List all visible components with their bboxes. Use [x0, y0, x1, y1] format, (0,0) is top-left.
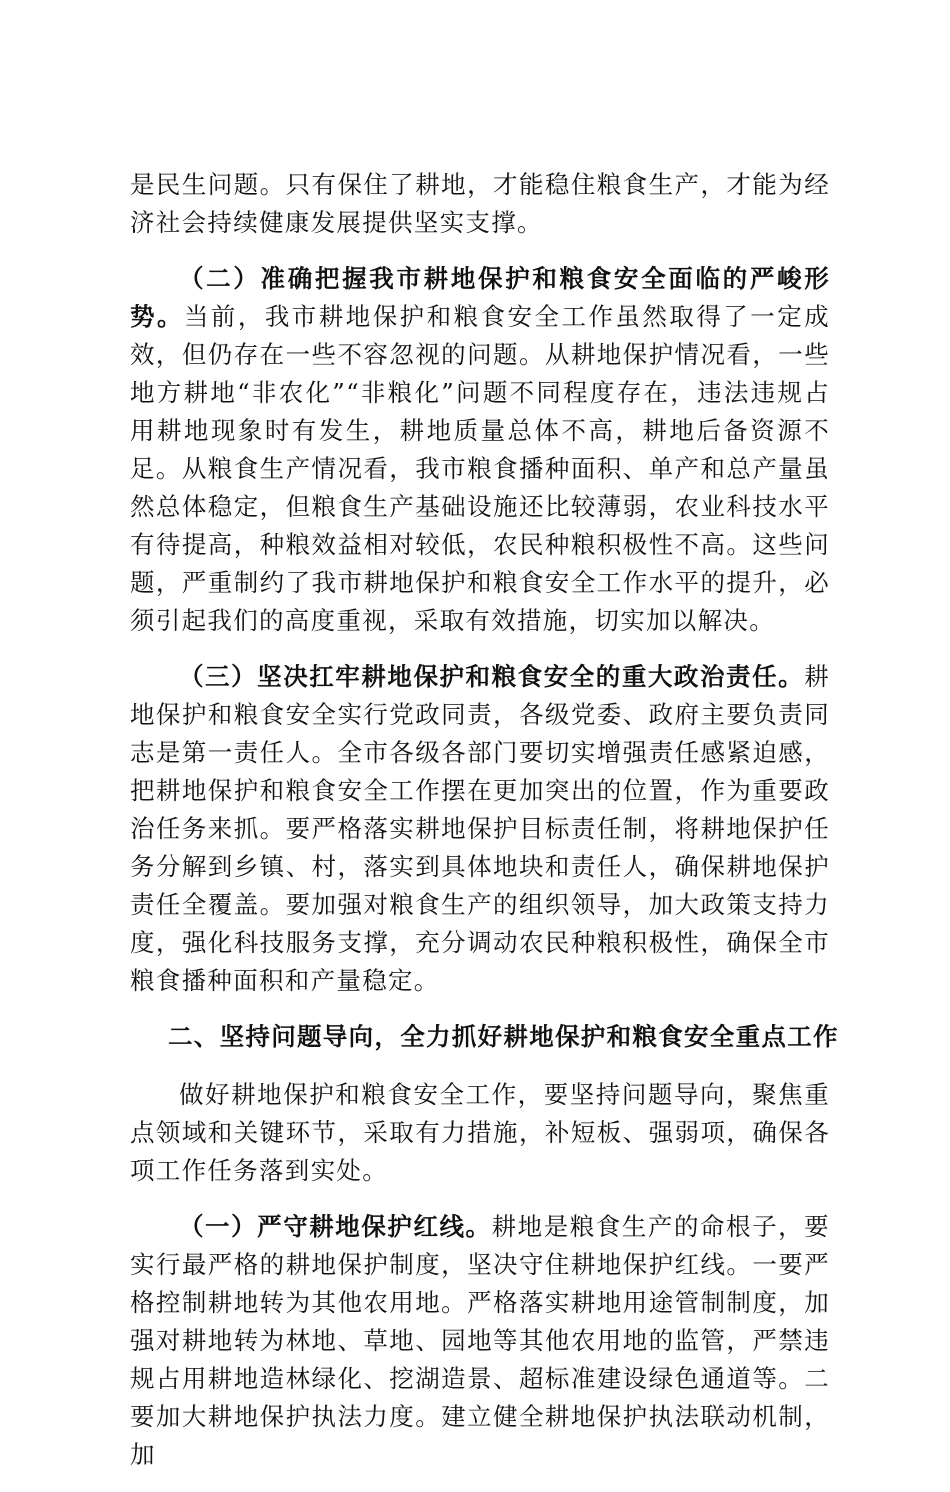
subsection-title: （三）坚决扛牢耕地保护和粮食安全的重大政治责任。 [179, 662, 805, 691]
subsection-title: （二）准确把握我市耕地保护和粮食安全面临的严峻形势。 [130, 264, 830, 331]
paragraph-continuation [130, 166, 830, 242]
paragraph-section-3 [130, 658, 830, 1000]
paragraph-text: 是民生问题。只有保住了耕地，才能稳住粮食生产，才能为经济社会持续健康发展提供坚实支撑。 [130, 170, 830, 237]
paragraph-item-1 [130, 1208, 830, 1474]
paragraph-text: 当前，我市耕地保护和粮食安全工作虽然取得了一定成效，但仍存在一些不容忽视的问题。从耕地保护情况看，一些地方耕地“非农化”“非粮化”问题不同程度存在，违法违规占用耕地现象时有发生，耕地质量总体不高，耕地后备资源不足。从粮食生产情况看，我市粮食播种面积、单产和总产量虽然总体稳定，但粮食生产基础设施还比较薄弱，农业科技水平有待提高，种粮效益相对较低，农民种粮积极性不高。这些问题，严重制约了我市耕地保护和粮食安全工作水平的提升，必须引起我们的高度重视，采取有效措施，切实加以解决。 [130, 302, 830, 635]
paragraph-text: 做好耕地保护和粮食安全工作，要坚持问题导向，聚焦重点领域和关键环节，采取有力措施，补短板、强弱项，确保各项工作任务落到实处。 [130, 1080, 830, 1185]
paragraph-text: 耕地是粮食生产的命根子，要实行最严格的耕地保护制度，坚决守住耕地保护红线。一要严格控制耕地转为其他农用地。严格落实耕地用途管制制度，加强对耕地转为林地、草地、园地等其他农用地的监管，严禁违规占用耕地造林绿化、挖湖造景、超标准建设绿色通道等。二要加大耕地保护执法力度。建立健全耕地保护执法联动机制，加 [130, 1212, 830, 1469]
subsection-title: （一）严守耕地保护红线。 [179, 1212, 492, 1241]
section-heading: 二、坚持问题导向，全力抓好耕地保护和粮食安全重点工作 [168, 1022, 839, 1051]
document-body [130, 166, 839, 1492]
paragraph-text: 耕地保护和粮食安全实行党政同责，各级党委、政府主要负责同志是第一责任人。全市各级各部门要切实增强责任感紧迫感，把耕地保护和粮食安全工作摆在更加突出的位置，作为重要政治任务来抓。要严格落实耕地保护目标责任制，将耕地保护任务分解到乡镇、村，落实到具体地块和责任人，确保耕地保护责任全覆盖。要加强对粮食生产的组织领导，加大政策支持力度，强化科技服务支撑，充分调动农民种粮积极性，确保全市粮食播种面积和产量稳定。 [130, 662, 830, 995]
paragraph-intro [130, 1076, 830, 1190]
paragraph-section-2 [130, 260, 830, 640]
